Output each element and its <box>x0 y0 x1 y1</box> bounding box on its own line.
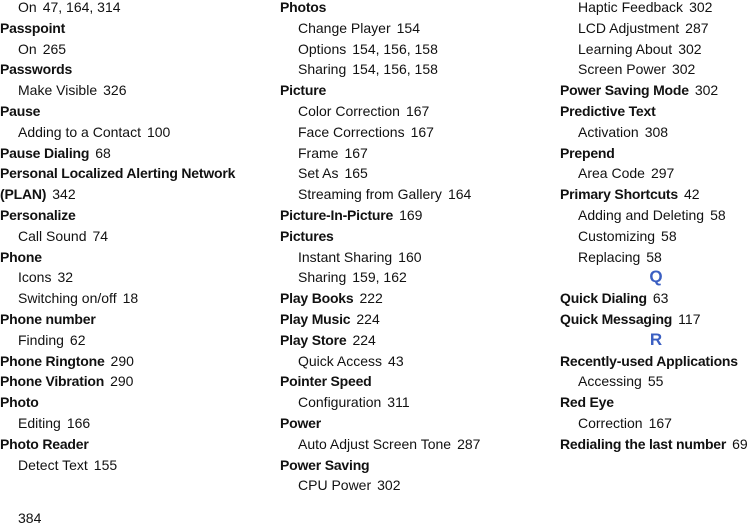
index-subentry <box>0 288 270 309</box>
index-term: Streaming from Gallery <box>298 186 442 203</box>
index-entry <box>560 392 752 413</box>
page-reference: 164 <box>447 186 472 203</box>
index-subentry <box>280 267 555 288</box>
index-column-1 <box>0 0 270 475</box>
page-reference: 63 <box>652 290 669 307</box>
index-subentry <box>560 122 752 143</box>
index-subentry <box>280 184 555 205</box>
index-subentry <box>0 122 270 143</box>
index-term: Primary Shortcuts <box>560 186 678 203</box>
page-number: 384 <box>18 510 42 526</box>
index-subentry <box>560 247 752 268</box>
page-reference: 43 <box>388 352 404 369</box>
page-reference: 287 <box>457 435 481 452</box>
index-subentry <box>280 434 555 455</box>
index-term: Phone number <box>0 310 96 327</box>
index-entry <box>280 330 555 351</box>
index-entry <box>280 371 555 392</box>
page-reference: 58 <box>710 206 726 223</box>
index-entry <box>280 309 555 330</box>
page-reference: 160 <box>398 248 422 265</box>
index-entry <box>0 205 270 226</box>
page-reference: 302 <box>671 61 696 78</box>
index-entry <box>560 101 752 122</box>
page-reference: 58 <box>646 248 662 265</box>
index-entry <box>0 309 270 330</box>
index-entry <box>280 226 555 247</box>
page-reference: 55 <box>647 373 664 390</box>
index-term: Power <box>280 414 322 431</box>
page-reference: 165 <box>344 165 368 182</box>
page-reference: 326 <box>103 82 127 99</box>
index-term: CPU Power <box>298 477 372 494</box>
index-term: Prepend <box>560 144 615 161</box>
index-subentry <box>0 413 270 434</box>
index-term: Replacing <box>578 248 641 265</box>
index-term: Phone Ringtone <box>0 352 105 369</box>
page-reference: 224 <box>356 310 380 327</box>
index-subentry <box>0 226 270 247</box>
page-reference: 166 <box>66 414 91 431</box>
index-term: (PLAN) <box>0 186 47 203</box>
index-term: Face Corrections <box>298 123 405 140</box>
index-term: Switching on/off <box>18 290 117 307</box>
page-reference: 222 <box>359 290 383 307</box>
index-entry <box>280 205 555 226</box>
index-subentry <box>0 39 270 60</box>
index-term: Red Eye <box>560 394 614 411</box>
page-reference: 47, 164, 314 <box>42 0 121 15</box>
page-reference: 32 <box>57 269 74 286</box>
page-reference: 154, 156, 158 <box>352 40 438 57</box>
index-term: Recently-used Applications <box>560 352 738 369</box>
section-letter-text: Q <box>649 267 663 287</box>
index-subentry <box>560 413 752 434</box>
index-term: Change Player <box>298 19 391 36</box>
index-term: Pictures <box>280 227 334 244</box>
page-reference: 74 <box>92 227 109 244</box>
index-term: Pause <box>0 102 41 119</box>
index-term: Passpoint <box>0 19 66 36</box>
index-entry <box>0 434 270 455</box>
index-entry <box>0 184 270 205</box>
index-subentry <box>280 247 555 268</box>
page-reference: 302 <box>377 477 401 494</box>
index-term: Quick Messaging <box>560 310 673 327</box>
index-term: LCD Adjustment <box>578 19 680 36</box>
index-term: On <box>18 40 37 57</box>
index-term: Area Code <box>578 165 645 182</box>
page-reference: 308 <box>644 123 669 140</box>
index-subentry <box>280 18 555 39</box>
index-entry <box>560 351 752 372</box>
index-entry <box>0 59 270 80</box>
index-column-2 <box>280 0 555 496</box>
page-reference: 302 <box>678 40 702 57</box>
index-term: Make Visible <box>18 82 98 99</box>
index-column-3 <box>560 0 752 455</box>
page-reference: 42 <box>683 186 700 203</box>
index-term: Phone <box>0 248 42 265</box>
index-subentry <box>0 330 270 351</box>
index-subentry <box>280 392 555 413</box>
index-term: Sharing <box>298 269 347 286</box>
index-term: Personalize <box>0 206 76 223</box>
index-term: Adding and Deleting <box>578 206 705 223</box>
index-term: Picture-In-Picture <box>280 206 394 223</box>
index-term: Set As <box>298 165 339 182</box>
index-term: Photo Reader <box>0 435 89 452</box>
index-term: Instant Sharing <box>298 248 393 265</box>
index-entry <box>0 101 270 122</box>
index-term: Play Store <box>280 331 347 348</box>
index-term: Accessing <box>578 373 642 390</box>
section-letter-text: R <box>649 329 663 349</box>
index-entry <box>280 413 555 434</box>
index-term: Passwords <box>0 61 73 78</box>
index-entry <box>0 163 270 184</box>
index-term: Personal Localized Alerting Network <box>0 165 236 182</box>
page-reference: 154, 156, 158 <box>352 61 438 78</box>
index-subentry <box>280 475 555 496</box>
index-term: Quick Dialing <box>560 290 647 307</box>
index-subentry <box>560 18 752 39</box>
index-entry <box>280 455 555 476</box>
page-reference: 311 <box>387 394 410 411</box>
page-reference: 62 <box>69 331 86 348</box>
index-subentry <box>280 122 555 143</box>
index-entry <box>0 247 270 268</box>
index-entry <box>280 0 555 18</box>
index-term: On <box>18 0 37 15</box>
index-subentry <box>0 455 270 476</box>
page-reference: 297 <box>650 165 675 182</box>
index-entry <box>560 288 752 309</box>
index-term: Photos <box>280 0 327 15</box>
index-term: Power Saving Mode <box>560 82 689 99</box>
page-reference: 18 <box>122 290 139 307</box>
index-entry <box>560 143 752 164</box>
index-subentry <box>0 80 270 101</box>
page-reference: 290 <box>110 352 134 369</box>
page-reference: 342 <box>52 186 76 203</box>
page-reference: 224 <box>352 331 376 348</box>
page-reference: 302 <box>689 0 713 15</box>
index-entry <box>0 18 270 39</box>
index-subentry <box>560 205 752 226</box>
index-entry <box>0 351 270 372</box>
index-subentry <box>560 0 752 18</box>
index-term: Activation <box>578 123 639 140</box>
page-reference: 155 <box>93 456 118 473</box>
index-term: Power Saving <box>280 456 370 473</box>
index-term: Finding <box>18 331 64 348</box>
page-reference: 265 <box>42 40 67 57</box>
page-reference: 69 <box>732 435 748 452</box>
index-term: Auto Adjust Screen Tone <box>298 435 452 452</box>
index-subentry <box>280 351 555 372</box>
index-entry <box>0 371 270 392</box>
index-term: Configuration <box>298 394 382 411</box>
index-subentry <box>560 39 752 60</box>
index-term: Play Books <box>280 290 354 307</box>
section-letter <box>560 267 752 288</box>
section-letter <box>560 330 752 351</box>
index-term: Customizing <box>578 227 656 244</box>
index-entry <box>560 309 752 330</box>
index-term: Picture <box>280 82 327 99</box>
index-term: Editing <box>18 414 61 431</box>
index-term: Correction <box>578 414 643 431</box>
page-reference: 169 <box>399 206 423 223</box>
index-term: Predictive Text <box>560 102 656 119</box>
page-reference: 287 <box>685 19 709 36</box>
index-subentry <box>280 163 555 184</box>
page-reference: 167 <box>410 123 434 140</box>
index-subentry <box>0 267 270 288</box>
index-term: Pause Dialing <box>0 144 90 161</box>
index-subentry <box>560 163 752 184</box>
page-reference: 167 <box>648 414 672 431</box>
index-term: Redialing the last number <box>560 435 727 452</box>
index-term: Color Correction <box>298 102 400 119</box>
index-term: Detect Text <box>18 456 88 473</box>
page-reference: 159, 162 <box>352 269 407 286</box>
index-subentry <box>280 143 555 164</box>
page-reference: 290 <box>110 373 134 390</box>
index-entry <box>0 392 270 413</box>
index-entry <box>560 434 752 455</box>
index-term: Frame <box>298 144 339 161</box>
index-term: Learning About <box>578 40 673 57</box>
page-reference: 58 <box>661 227 677 244</box>
index-term: Quick Access <box>298 352 383 369</box>
index-term: Sharing <box>298 61 347 78</box>
page-reference: 117 <box>678 310 701 327</box>
index-subentry <box>280 101 555 122</box>
page-reference: 167 <box>405 102 430 119</box>
index-subentry <box>560 226 752 247</box>
index-term: Adding to a Contact <box>18 123 141 140</box>
index-subentry <box>280 39 555 60</box>
index-term: Icons <box>18 269 52 286</box>
index-term: Pointer Speed <box>280 373 372 390</box>
index-term: Photo <box>0 394 39 411</box>
index-subentry <box>560 371 752 392</box>
page-reference: 167 <box>344 144 368 161</box>
index-entry <box>280 80 555 101</box>
index-term: Phone Vibration <box>0 373 105 390</box>
index-entry <box>560 80 752 101</box>
page-reference: 100 <box>146 123 171 140</box>
index-term: Play Music <box>280 310 351 327</box>
page-reference: 154 <box>396 19 420 36</box>
index-term: Options <box>298 40 347 57</box>
index-term: Screen Power <box>578 61 666 78</box>
index-term: Haptic Feedback <box>578 0 684 15</box>
index-subentry <box>0 0 270 18</box>
index-entry <box>0 143 270 164</box>
page-reference: 68 <box>95 144 111 161</box>
index-subentry <box>560 59 752 80</box>
index-subentry <box>280 59 555 80</box>
index-entry <box>560 184 752 205</box>
index-term: Call Sound <box>18 227 87 244</box>
page-reference: 302 <box>694 82 719 99</box>
index-entry <box>280 288 555 309</box>
